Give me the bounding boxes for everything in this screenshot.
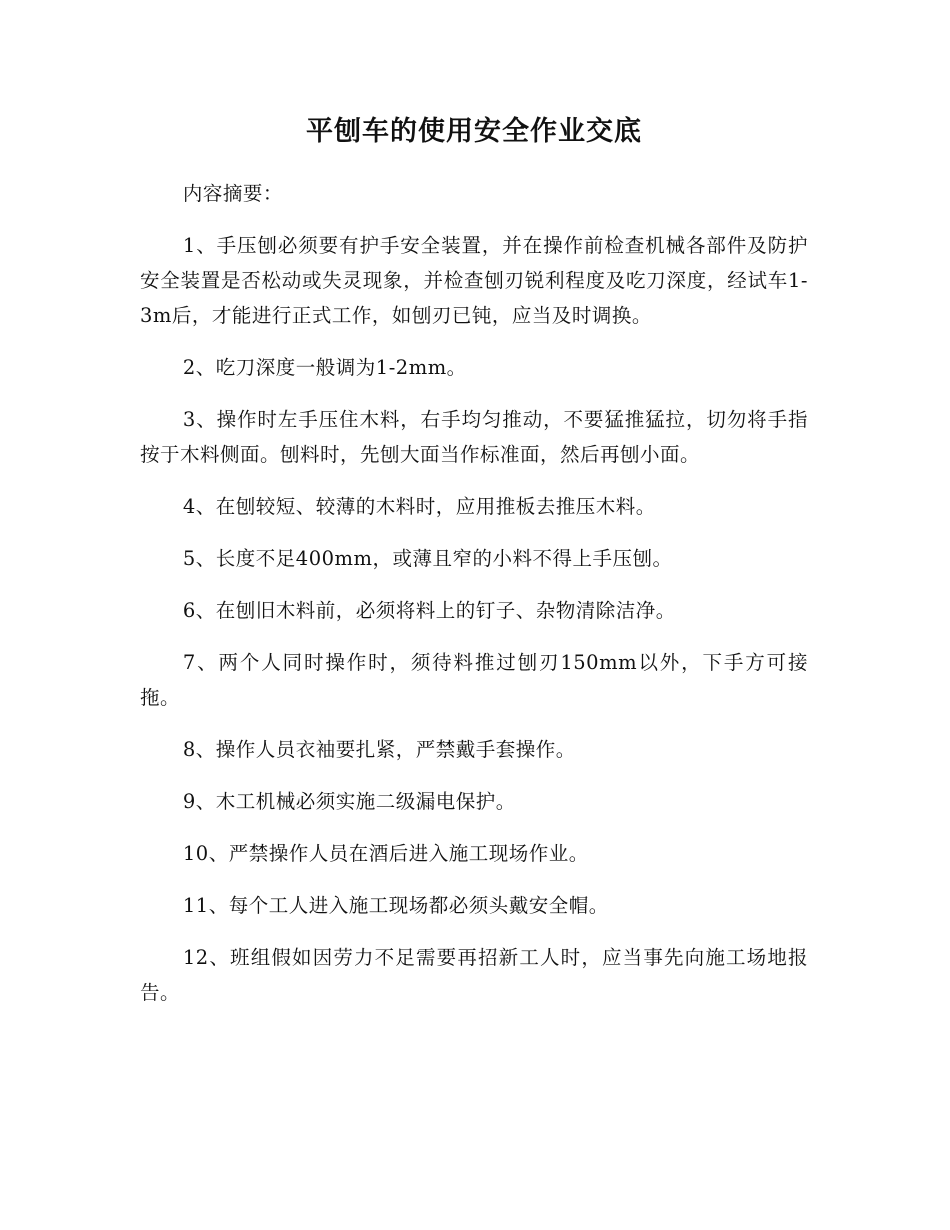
list-item: 2、吃刀深度一般调为1-2mm。	[182, 356, 467, 379]
list-item: 9、木工机械必须实施二级漏电保护。	[182, 790, 516, 813]
list-item: 11、每个工人进入施工现场都必须头戴安全帽。	[182, 894, 609, 917]
list-item: 4、在刨较短、较薄的木料时，应用推板去推压木料。	[182, 495, 656, 518]
document-page	[140, 108, 808, 1027]
list-item: 1、手压刨必须要有护手安全装置，并在操作前检查机械各部件及防护安全装置是否松动或失灵现象，并检查刨刃锐利程度及吃刀深度，经试车1-3m后，才能进行正式工作，如刨刃已钝，应当及时调换。	[140, 234, 808, 327]
list-item: 5、长度不足400mm，或薄且窄的小料不得上手压刨。	[182, 547, 673, 570]
list-item: 6、在刨旧木料前，必须将料上的钉子、杂物清除洁净。	[182, 599, 676, 622]
summary-label: 内容摘要：	[182, 182, 283, 205]
document-title: 平刨车的使用安全作业交底	[306, 116, 642, 147]
list-item: 3、操作时左手压住木料，右手均匀推动，不要猛推猛拉，切勿将手指按于木料侧面。刨料时，先刨大面当作标准面，然后再刨小面。	[140, 408, 808, 466]
list-item: 8、操作人员衣袖要扎紧，严禁戴手套操作。	[182, 738, 576, 761]
list-item: 7、两个人同时操作时，须待料推过刨刃150mm以外，下手方可接拖。	[140, 651, 808, 709]
list-item: 10、严禁操作人员在酒后进入施工现场作业。	[182, 842, 589, 865]
list-item: 12、班组假如因劳力不足需要再招新工人时，应当事先向施工场地报告。	[140, 946, 808, 1004]
